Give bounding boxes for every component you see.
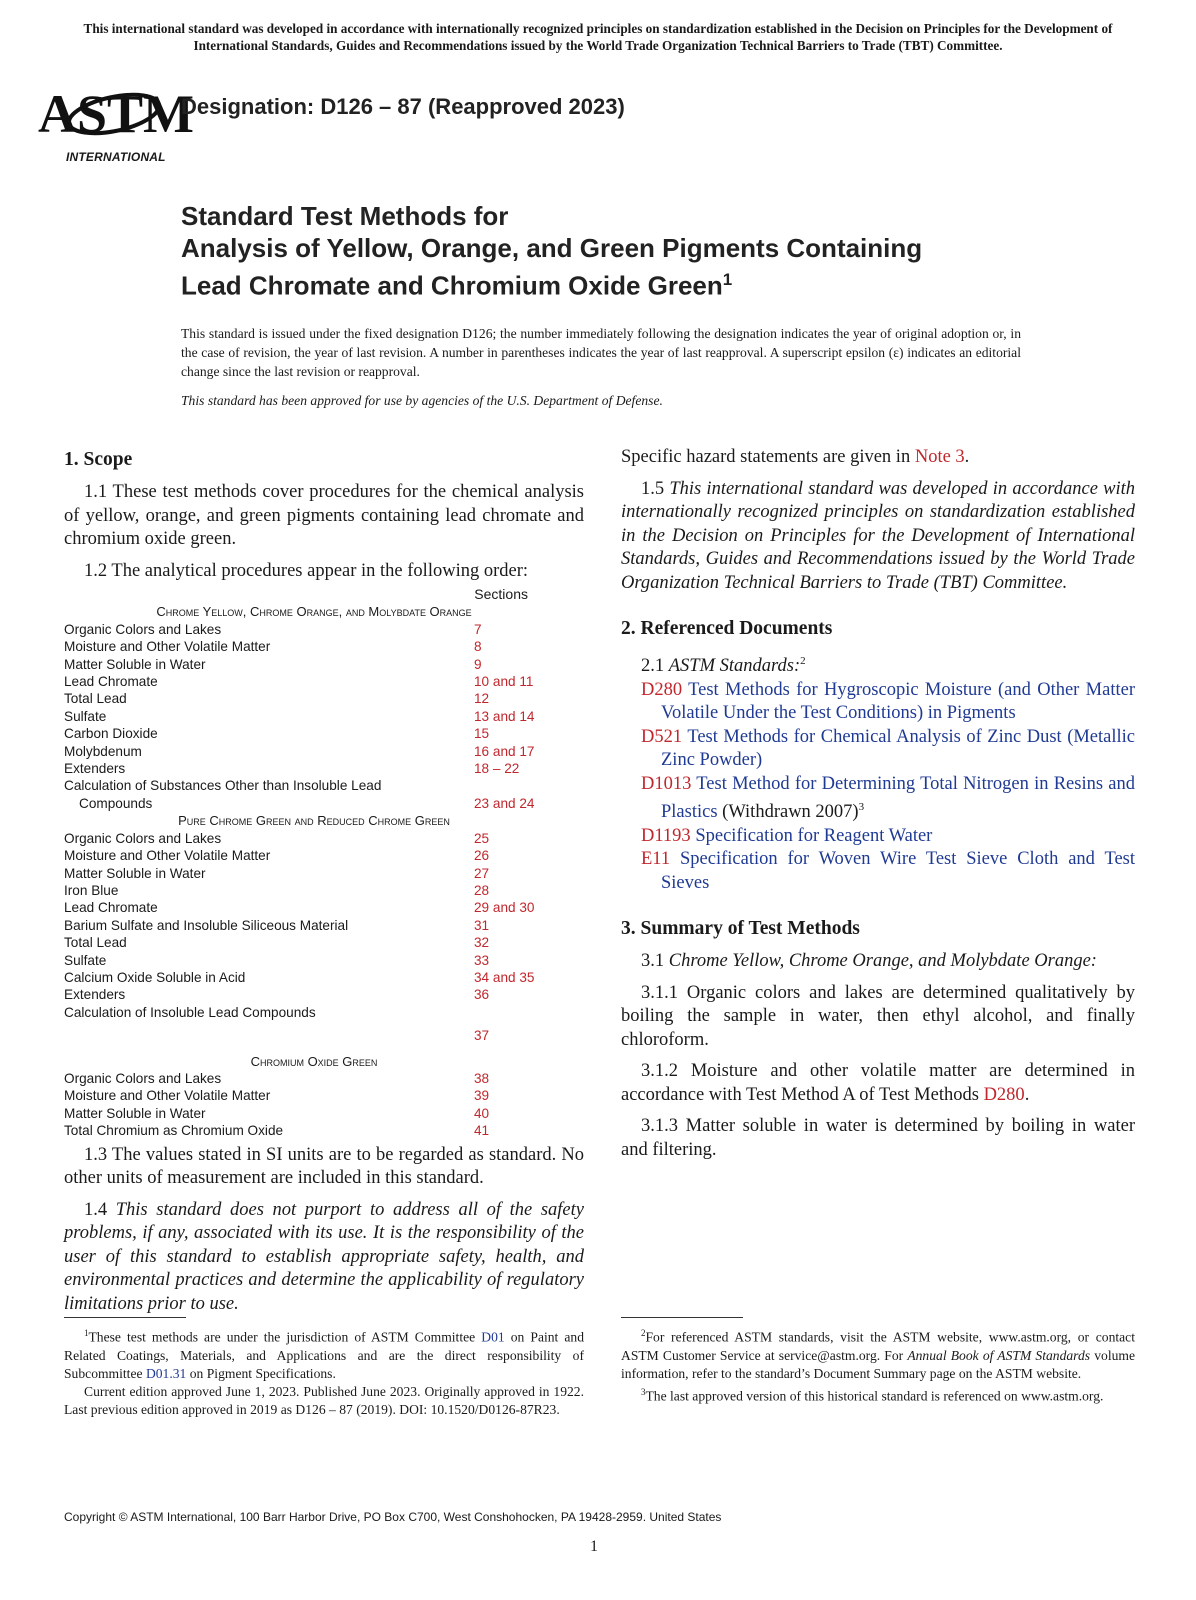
row-name: Organic Colors and Lakes <box>64 1070 222 1086</box>
table-row <box>64 934 564 951</box>
row-section-link[interactable]: 12 <box>474 691 490 707</box>
ref-item <box>641 773 1135 825</box>
table-row <box>64 847 564 864</box>
para-2-1-text: ASTM Standards: <box>668 656 801 677</box>
fn2-text-b: volume information, refer to the standard’s Document Summary page on the ASTM website. <box>621 1347 1135 1381</box>
table-row <box>64 1004 564 1021</box>
left-column <box>64 448 584 1324</box>
para-2-1 <box>621 650 1135 679</box>
para-1-4-cont: Specific hazard statements are given in Note 3. <box>621 447 970 467</box>
table-row <box>64 760 564 777</box>
row-name: Extenders <box>64 987 126 1003</box>
copyright: Copyright © ASTM International, 100 Barr Harbor Drive, PO Box C700, West Conshohocken, PA 19428-2959. United States <box>64 1510 722 1524</box>
ref-title-link[interactable]: Test Methods for Hygroscopic Moisture (and Other Matter Volatile Under the Test Conditions) in Pigments <box>661 679 1135 724</box>
ref-extra: (Withdrawn 2007) <box>717 802 859 823</box>
table-row <box>64 795 564 812</box>
row-name: Moisture and Other Volatile Matter <box>64 848 271 864</box>
row-name: Lead Chromate <box>64 900 158 916</box>
para-1-1: 1.1 These test methods cover procedures for the chemical analysis of yellow, orange, and green pigments containing lead chromate and chromium oxide green. <box>64 482 584 549</box>
fn1-text-b: on Paint and Related Coatings, Materials, and Applications and are the direct responsibility of Subcommittee <box>64 1329 585 1381</box>
document-title <box>181 200 1081 302</box>
ref-code-link[interactable]: D280 <box>641 679 683 700</box>
row-section-link[interactable]: 33 <box>474 952 490 968</box>
footnotes-right <box>621 1324 1135 1405</box>
title-line-3 <box>181 264 1081 302</box>
table-row <box>64 969 564 986</box>
fn1-text-a: These test methods are under the jurisdiction of ASTM Committee <box>88 1329 476 1345</box>
row-name: Sulfate <box>64 952 107 968</box>
table-row <box>64 708 564 725</box>
page-number: 1 <box>590 1538 598 1555</box>
group-heading-1: Chrome Yellow, Chrome Orange, and Molybdate Orange <box>156 604 472 620</box>
d0131-link[interactable]: D01.31 <box>145 1365 187 1381</box>
logo-text: INTERNATIONAL <box>66 150 166 164</box>
para-1-4-num: 1.4 <box>84 1199 108 1220</box>
table-row <box>64 638 564 655</box>
para-3-1-2-text: 3.1.2 Moisture and other volatile matter are determined in accordance with Test Method A of Test Methods <box>621 1061 1135 1105</box>
footnote-rule-right <box>621 1317 743 1318</box>
note-3-link[interactable]: Note 3 <box>914 447 965 467</box>
row-name: Total Lead <box>64 691 127 707</box>
table-row <box>64 865 564 882</box>
table-row <box>64 1105 564 1122</box>
row-section-link[interactable]: 37 <box>474 1028 490 1044</box>
referenced-documents-list <box>621 679 1135 896</box>
footnote-3-ref[interactable]: 3 <box>858 801 865 814</box>
row-section-link[interactable]: 15 <box>474 726 490 742</box>
row-name: Organic Colors and Lakes <box>64 830 222 846</box>
para-1-5-text: This international standard was developed in accordance with internationally recognized principles on standardization established in the Decision on Principles for the Development of International Standards, Guides and Recommendations issued by the World Trade Organization Technical Barriers to Trade (TBT) Committee. <box>621 478 1136 593</box>
row-section-link[interactable]: 29 and 30 <box>474 900 535 916</box>
para-3-1-num: 3.1 <box>641 951 665 972</box>
ref-item <box>641 726 1135 773</box>
ref-item <box>641 848 1135 895</box>
row-name: Extenders <box>64 761 126 777</box>
ref-code-link[interactable]: D521 <box>641 726 683 747</box>
para-3-1 <box>621 950 1135 974</box>
para-3-1-1: 3.1.1 Organic colors and lakes are determined qualitatively by boiling the sample in water, then ethyl alcohol, and finally chloroform. <box>621 982 1135 1050</box>
para-3-1-2: 3.1.2 Moisture and other volatile matter are determined in accordance with Test Method A of Test Methods D280. <box>621 1061 1135 1105</box>
ref-item <box>641 825 1135 849</box>
row-name: Barium Sulfate and Insoluble Siliceous Material <box>64 917 349 933</box>
row-section-link[interactable]: 38 <box>474 1070 490 1086</box>
row-name: Compounds <box>79 795 153 811</box>
row-name: Calculation of Substances Other than Insoluble Lead <box>64 778 382 794</box>
top-notice: This international standard was developed in accordance with internationally recognized principles on standardization established in the Decision on Principles for the Development of International Standards, Guides and Recommendations issued by the World Trade Organization Technical Barriers to Trade (TBT) Committee. <box>83 21 1113 53</box>
table-row <box>64 882 564 899</box>
scope-heading: 1. Scope <box>64 449 133 470</box>
row-section-link[interactable]: 27 <box>474 865 490 881</box>
table-row <box>64 1070 564 1087</box>
ref-title-link[interactable]: Test Methods for Chemical Analysis of Zinc Dust (Metallic Zinc Powder) <box>661 726 1135 771</box>
row-section-link[interactable]: 28 <box>474 882 490 898</box>
para-1-4 <box>64 1199 584 1317</box>
para-1-5 <box>621 478 1135 596</box>
logo-mark: ASTM <box>37 84 195 144</box>
fn1-text-c: on Pigment Specifications. <box>189 1365 336 1381</box>
row-section-link[interactable]: 39 <box>474 1088 490 1104</box>
fn2-text-a: For referenced ASTM standards, visit the ASTM website, www.astm.org, or contact ASTM Customer Service at service@astm.org. For <box>621 1329 1135 1363</box>
row-section-link[interactable]: 32 <box>474 935 490 951</box>
issue-note: This standard is issued under the fixed designation D126; the number immediately following the designation indicates the year of original adoption or, in the case of revision, the year of last revision. A number in parentheses indicates the year of last reapproval. A superscript epsilon (ε) indicates an editorial change since the last revision or reapproval. <box>181 326 1021 379</box>
ref-title-link[interactable]: Specification for Woven Wire Test Sieve Cloth and Test Sieves <box>661 849 1136 893</box>
title-footnote-ref[interactable]: 1 <box>722 270 733 289</box>
table-row <box>64 673 564 690</box>
row-name: Iron Blue <box>64 882 119 898</box>
row-section-link[interactable]: 26 <box>474 848 490 864</box>
row-name: Lead Chromate <box>64 674 158 690</box>
row-name: Organic Colors and Lakes <box>64 621 222 637</box>
astm-logo-icon <box>37 70 195 162</box>
row-section-link[interactable]: 31 <box>474 917 490 933</box>
table-row <box>64 986 564 1003</box>
para-1-4-tail: Specific hazard statements are given in <box>621 447 911 467</box>
row-name: Matter Soluble in Water <box>64 1105 206 1121</box>
para-3-1-3: 3.1.3 Matter soluble in water is determined by boiling in water and filtering. <box>621 1116 1135 1160</box>
row-section-link[interactable]: 16 and 17 <box>474 743 535 759</box>
ref-code-link[interactable]: D1193 <box>641 825 691 846</box>
table-row <box>64 725 564 742</box>
row-section-link[interactable]: 7 <box>474 621 482 637</box>
row-name: Sulfate <box>64 708 107 724</box>
sections-header: Sections <box>474 586 528 602</box>
table-row <box>64 621 564 638</box>
designation: Designation: D126 – 87 (Reapproved 2023) <box>181 94 625 119</box>
ref-title-link[interactable]: Test Method for Determining Total Nitrogen in Resins and Plastics <box>661 773 1135 823</box>
right-column <box>621 448 1135 1170</box>
row-name: Calcium Oxide Soluble in Acid <box>64 969 246 985</box>
para-2-1-num: 2.1 <box>641 656 665 677</box>
row-name: Total Chromium as Chromium Oxide <box>64 1123 284 1139</box>
ref-item <box>641 679 1135 726</box>
row-name: Matter Soluble in Water <box>64 656 206 672</box>
row-name: Matter Soluble in Water <box>64 865 206 881</box>
row-section-link[interactable]: 36 <box>474 987 490 1003</box>
fn3-text: The last approved version of this historical standard is referenced on www.astm.org. <box>645 1388 1104 1404</box>
row-name: Carbon Dioxide <box>64 726 158 742</box>
row-section-link[interactable]: 41 <box>474 1123 490 1139</box>
footnote-2-ref[interactable]: 2 <box>800 655 806 667</box>
footnote-1: $^1$These test methods are under the jurisdiction of ASTM Committee D01 on Paint and Related Coatings, Materials, and Applications and are the direct responsibility of Subcommittee D01.31 on Pigment Specifications. <box>64 1328 585 1381</box>
table-row <box>64 656 564 673</box>
ref-code-link[interactable]: D1013 <box>641 773 692 794</box>
table-row <box>64 952 564 969</box>
procedures-table <box>64 586 564 1140</box>
para-1-2: 1.2 The analytical procedures appear in the following order: <box>84 560 529 581</box>
para-1-5-num: 1.5 <box>641 478 665 499</box>
group-heading-3: Chromium Oxide Green <box>250 1053 378 1069</box>
para-1-4-text: This standard does not purport to address all of the safety problems, if any, associated with its use. It is the responsibility of the user of this standard to establish appropriate safety, health, and environmental practices and determine the applicability of regulatory limitations prior to use. <box>64 1199 584 1314</box>
dod-note: This standard has been approved for use by agencies of the U.S. Department of Defense. <box>181 393 663 408</box>
table-row <box>64 690 564 707</box>
table-row <box>64 743 564 760</box>
table-row <box>64 1087 564 1104</box>
row-section-link[interactable]: 9 <box>474 656 482 672</box>
table-row <box>64 899 564 916</box>
row-section-link[interactable]: 13 and 14 <box>474 708 535 724</box>
footnote-3: $^3$The last approved version of this historical standard is referenced on www.astm.org. <box>641 1386 1104 1404</box>
title-line-2: Analysis of Yellow, Orange, and Green Pigments Containing <box>181 233 923 263</box>
row-section-link[interactable]: 40 <box>474 1105 490 1121</box>
row-name: Calculation of Insoluble Lead Compounds <box>64 1004 316 1020</box>
refdocs-heading: 2. Referenced Documents <box>621 618 833 639</box>
row-name: Molybdenum <box>64 743 142 759</box>
table-row <box>64 917 564 934</box>
table-row <box>64 1021 564 1044</box>
row-section-link[interactable]: 8 <box>474 639 482 655</box>
title-line-1: Standard Test Methods for <box>181 201 509 231</box>
row-name: Moisture and Other Volatile Matter <box>64 639 271 655</box>
table-row <box>64 777 564 794</box>
ref-code-link[interactable]: E11 <box>641 849 671 870</box>
row-section-link[interactable]: 34 and 35 <box>474 969 535 985</box>
title-line-3-text: Lead Chromate and Chromium Oxide Green <box>181 270 723 301</box>
table-row <box>64 1122 564 1139</box>
row-section-link[interactable]: 23 and 24 <box>474 795 535 811</box>
row-name: Moisture and Other Volatile Matter <box>64 1088 271 1104</box>
footnote-1-edition: Current edition approved June 1, 2023. Published June 2023. Originally approved in 1922. Last previous edition approved in 2019 as D126 – 87 (2019). DOI: 10.1520/D0126-87R23. <box>64 1383 584 1417</box>
row-section-link[interactable]: 25 <box>474 830 490 846</box>
row-name: Total Lead <box>64 935 127 951</box>
footnote-rule-left <box>64 1317 186 1318</box>
table-row <box>64 830 564 847</box>
summary-heading: 3. Summary of Test Methods <box>621 918 860 940</box>
footnote-2: $^2$For referenced ASTM standards, visit the ASTM website, www.astm.org, or contact ASTM Customer Service at service@astm.org. For Annual Book of ASTM Standards volume information, refer to the standard’s Document Summary page on the ASTM website. <box>621 1328 1135 1381</box>
para-1-3: 1.3 The values stated in SI units are to be regarded as standard. No other units of measurement are included in this standard. <box>64 1144 584 1189</box>
row-section-link[interactable]: 10 and 11 <box>474 674 534 690</box>
para-3-1-text: Chrome Yellow, Chrome Orange, and Molybdate Orange: <box>668 951 1097 972</box>
group-heading-2: Pure Chrome Green and Reduced Chrome Green <box>178 813 450 829</box>
ref-title-link[interactable]: Specification for Reagent Water <box>695 825 933 846</box>
row-section-link[interactable]: 18 – 22 <box>474 761 520 777</box>
d280-link[interactable]: D280 <box>983 1084 1025 1105</box>
footnotes-left <box>64 1324 584 1419</box>
d01-link[interactable]: D01 <box>481 1329 505 1345</box>
fn2-text-italic: Annual Book of ASTM Standards <box>907 1347 1091 1363</box>
